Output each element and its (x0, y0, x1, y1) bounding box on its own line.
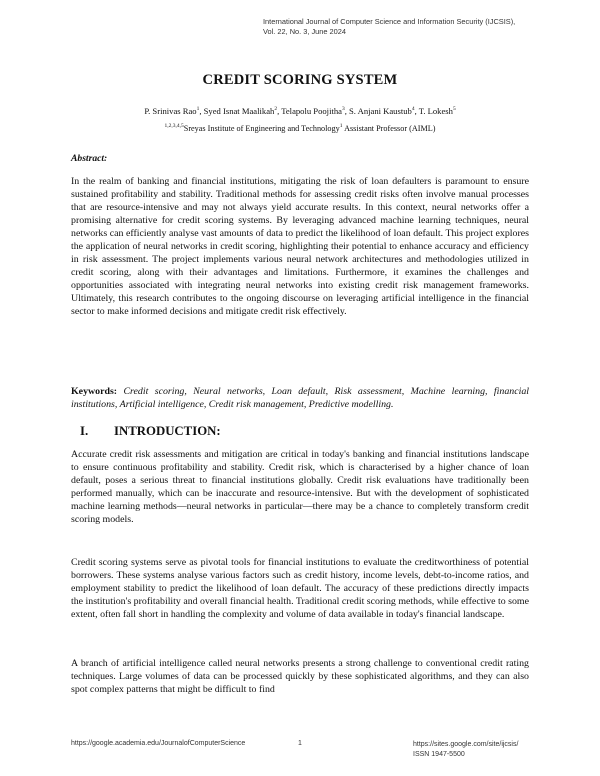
paragraph-text: Accurate credit risk assessments and mitigation are critical in today's banking and financial institutions landscape to ensure continuous profitability and stability. Credit risk, which is characterised by a higher chance of loan default, poses a serious threat to financial institutions globally. Credit risk evaluations have traditionally been performed manually, which can be inaccurate and resource-intensive. But with the development of sophisticated machine learning methods—neural networks in particular—there may be a chance to completely transform credit scoring models. (71, 449, 529, 525)
section-number: I. (80, 424, 89, 438)
keywords-text: Credit scoring, Neural networks, Loan default, Risk assessment, Machine learning, financial institutions, Artificial intelligence, Credit risk management, Predictive modelling. (71, 386, 529, 410)
abstract-body (71, 175, 529, 318)
author-mark: 1 (196, 106, 200, 112)
intro-paragraph-3 (71, 657, 529, 696)
affiliation-mark: 1 (339, 123, 343, 129)
author-role: Assistant Professor (AIML) (344, 124, 436, 133)
author-name: Syed Isnat Maalikah (203, 106, 275, 116)
affiliation (0, 124, 600, 133)
author-list: P. Srinivas Rao$^1$, Syed Isnat Maalikah$^2$, Telapolu Poojitha$^3$, S. Anjani Kaustub$^4$, T. Lokesh$^5$ (144, 106, 456, 116)
author-name: Telapolu Poojitha (281, 106, 342, 116)
abstract-text: In the realm of banking and financial institutions, mitigating the risk of loan defaulters is paramount to ensure sustained profitability and stability. Traditional methods for assessing credit risks often involve manual processes that are resource-intensive and may not always yield accurate results. In this context, neural networks offer a promising alternative for credit scoring systems. By leveraging advanced machine learning techniques, neural networks can efficiently analyse vast amounts of data to predict the likelihood of loan default. This project explores the application of neural networks in credit scoring, highlighting their potential to enhance accuracy and efficiency in risk assessment. The project implements various neural network architectures and methodologies utilized in credit scoring, along with their advantages and limitations. Furthermore, it examines the challenges and opportunities associated with integrating neural networks into existing credit risk management frameworks. Ultimately, this research contributes to the ongoing discourse on leveraging artificial intelligence in the financial sector to make informed decisions and mitigate credit risk effectively. (71, 176, 529, 317)
section-title: INTRODUCTION: (114, 424, 221, 438)
intro-paragraph-1 (71, 448, 529, 526)
footer-right (413, 740, 518, 760)
section-heading (80, 424, 221, 439)
author-name: T. Lokesh (418, 106, 453, 116)
paper-title: CREDIT SCORING SYSTEM (202, 72, 398, 88)
institute-name: Sreyas Institute of Engineering and Technology (183, 124, 340, 133)
footer-issn: ISSN 1947-5500 (413, 751, 465, 758)
author-name: S. Anjani Kaustub (349, 106, 412, 116)
journal-name: International Journal of Computer Science and Information Security (IJCSIS), (263, 17, 516, 26)
keywords-label: Keywords: (71, 386, 118, 397)
intro-paragraph-2 (71, 556, 529, 621)
keywords (71, 385, 529, 411)
affiliation-marks: 1,2,3,4,5 (164, 123, 184, 129)
author-mark: 4 (411, 106, 415, 112)
paragraph-text: A branch of artificial intelligence called neural networks presents a strong challenge to conventional credit rating techniques. Large volumes of data can be processed quickly by these sophisticated algorithms, and they can also spot complex patterns that might be difficult to find (71, 658, 529, 695)
author-mark: 3 (341, 106, 345, 112)
author-mark: 5 (452, 106, 456, 112)
journal-header (263, 17, 563, 37)
paragraph-text: Credit scoring systems serve as pivotal tools for financial institutions to evaluate the creditworthiness of potential borrowers. These systems analyse various factors such as credit history, income levels, debt-to-income ratios, and employment stability to predict the likelihood of loan default. The accuracy of these predictions directly impacts the institution's profitability and overall financial health. Traditional credit scoring methods, while effective to some extent, often fall short in handling the complexity and volume of data available in today's financial landscape. (71, 557, 529, 620)
author-mark: 2 (274, 106, 278, 112)
footer-site-link[interactable]: https://sites.google.com/site/ijcsis/ (413, 741, 519, 748)
journal-volume: Vol. 22, No. 3, June 2024 (263, 27, 346, 36)
page-number: 1 (298, 740, 302, 747)
footer-url-link[interactable]: https://google.academia.edu/JournalofComputerScience (71, 740, 246, 747)
author-name: P. Srinivas Rao (144, 106, 197, 116)
abstract-heading: Abstract: (71, 153, 108, 164)
